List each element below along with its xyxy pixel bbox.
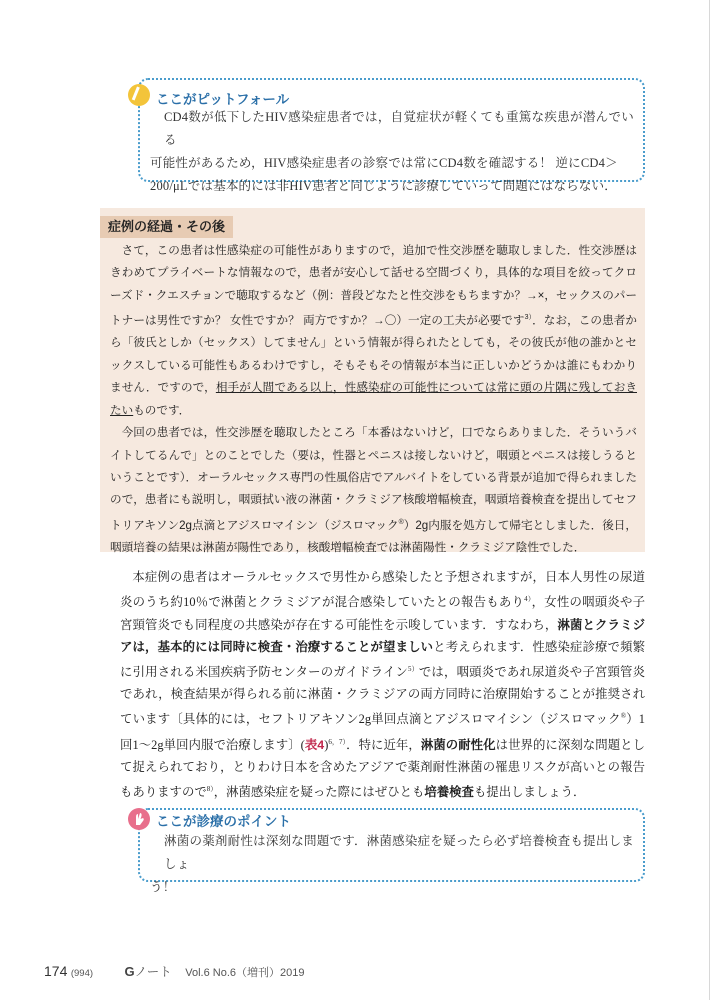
registered-mark: ® (398, 518, 404, 526)
clinical-point-title: ここが診療のポイント (156, 814, 291, 829)
text-run: さて，この患者は性感染症の可能性がありますので，追加で性交渉歴を聴取しました．性交渉歴はきわめてプライベートな情報なので，患者が安心して話せる空間づくり，具体的な項目を絞ってクローズド・クエスチョンで聴取するなど（例：普段どなたと性交渉をもちますか？→×，セックスのパートナーは男性ですか？ 女性ですか？ 両方ですか？→〇）一定の工夫が必要です (110, 244, 637, 328)
point-line: う！ (150, 880, 176, 894)
text-run: は世界的に深刻な問題として捉えられており，とりわけ日本を含めたアジアで薬剤耐性淋菌の罹患リスクが高いとの報告もありますので (120, 737, 646, 800)
case-course-box (100, 208, 645, 552)
case-course-text (110, 240, 637, 559)
text-run: ）2g内服を処方して帰宅としました．後日，咽頭培養の結果は淋菌が陽性であり，核酸増幅検査では淋菌陽性・クラミジア陰性でした． (110, 518, 637, 554)
main-text (120, 566, 645, 804)
main-paragraph (120, 566, 645, 804)
pointing-hand-icon (128, 808, 150, 830)
reference-mark: 3） (524, 314, 533, 322)
reference-mark: 6，7） (328, 737, 347, 746)
case-paragraph (110, 422, 637, 559)
reference-mark: 8） (206, 785, 214, 794)
pitfall-line: 可能性があるため，HIV感染症患者の診察では常にCD4数を確認する！ 逆にCD4＞ (150, 156, 618, 170)
pitfall-title: ここがピットフォール (156, 92, 290, 107)
bold-text: 淋菌とクラミジアは，基本的には同時に検査・治療することが望ましい (120, 617, 646, 654)
magazine-title: ノート (134, 965, 172, 979)
pitfall-line: 200/μLでは基本的には非HIV患者と同じように診療していって問題にはならない． (150, 179, 617, 193)
point-line: 淋菌の薬剤耐性は深刻な問題です．淋菌感染症を疑ったら必ず培養検査も提出しましょ (164, 834, 634, 871)
page-number-sub: (994) (70, 968, 94, 979)
magazine-logo-letter: G (124, 964, 135, 979)
reference-mark: 5） (407, 664, 419, 673)
text-run: 本症例の患者はオーラルセックスで男性から感染したと予想されますが，日本人男性の尿道炎のうち約10％で淋菌とクラミジアが混合感染していたとの報告もあり (120, 570, 645, 610)
underlined-text: 相手が人間である以上，性感染症の可能性については常に頭の片隅に残しておきたい (110, 381, 637, 417)
issue-info: Vol.6 No.6（増刊）2019 (185, 967, 305, 979)
page-number: 174 (44, 963, 68, 979)
magazine-name (125, 965, 172, 979)
text-run: 今回の患者では，性交渉歴を聴取したところ「本番はないけど，口でならありました．そういうバイトしてるんで」とのことでした（要は，性器とペニスは接しないけど，咽頭とペニスは接しうるということです）．オーラルセックス専門の性風俗店でアルバイトをしている背景が追加で得られましたので，患者にも説明し，咽頭拭い液の淋菌・クラミジア核酸増幅検査，咽頭培養検査を提出してセフトリアキソン2g点滴とアジスロマイシン（ジスロマック (110, 426, 637, 532)
reference-mark: 4） (524, 595, 532, 604)
text-run: と考えられます．性感染症診療で頻繁に引用される米国疾病予防センターのガイドライン (120, 639, 645, 680)
text-run: も提出しましょう． (473, 785, 586, 800)
text-run: ．なお，この患者から「彼氏としか（セックス）してません」という情報が得られたとしても，その彼氏が他の誰かとセックスしている可能性もあるわけですし，そもそもその情報が本当に正しいかどうかは誰にもわかりません．ですので， (110, 314, 637, 395)
bold-text: 淋菌の耐性化 (420, 737, 496, 752)
registered-mark: ® (620, 712, 627, 721)
case-course-title: 症例の経過・その後 (100, 216, 233, 238)
text-run: ）1回1～2g単回内服で治療します〕( (120, 712, 645, 752)
clinical-point-text (150, 830, 634, 899)
page-footer (44, 962, 305, 980)
text-run: ものです． (133, 403, 191, 417)
pitfall-text (150, 106, 634, 198)
pitfall-line: CD4数が低下したHIV感染症患者では，自覚症状が軽くても重篤な疾患が潜んでいる (164, 110, 634, 147)
text-run: ) (324, 737, 329, 752)
text-run: ，女性の咽頭炎や子宮頸管炎でも同程度の共感染が存在する可能性を示唆しています．すなわち， (120, 595, 646, 632)
text-run: ，淋菌感染症を疑った際にはぜひとも (213, 785, 425, 800)
text-run: ．特に近年， (346, 737, 421, 752)
lightbulb-icon (128, 84, 150, 106)
bold-text: 培養検査 (424, 785, 474, 800)
table-reference-link[interactable]: 表4 (304, 737, 325, 752)
text-run: では，咽頭炎であれ尿道炎や子宮頸管炎であれ，検査結果が得られる前に淋菌・クラミジアの両方同時に治療開始することが推奨されています〔具体的には，セフトリアキソン2g単回点滴とアジスロマイシン（ジスロマック (120, 665, 646, 727)
case-paragraph (110, 240, 637, 422)
